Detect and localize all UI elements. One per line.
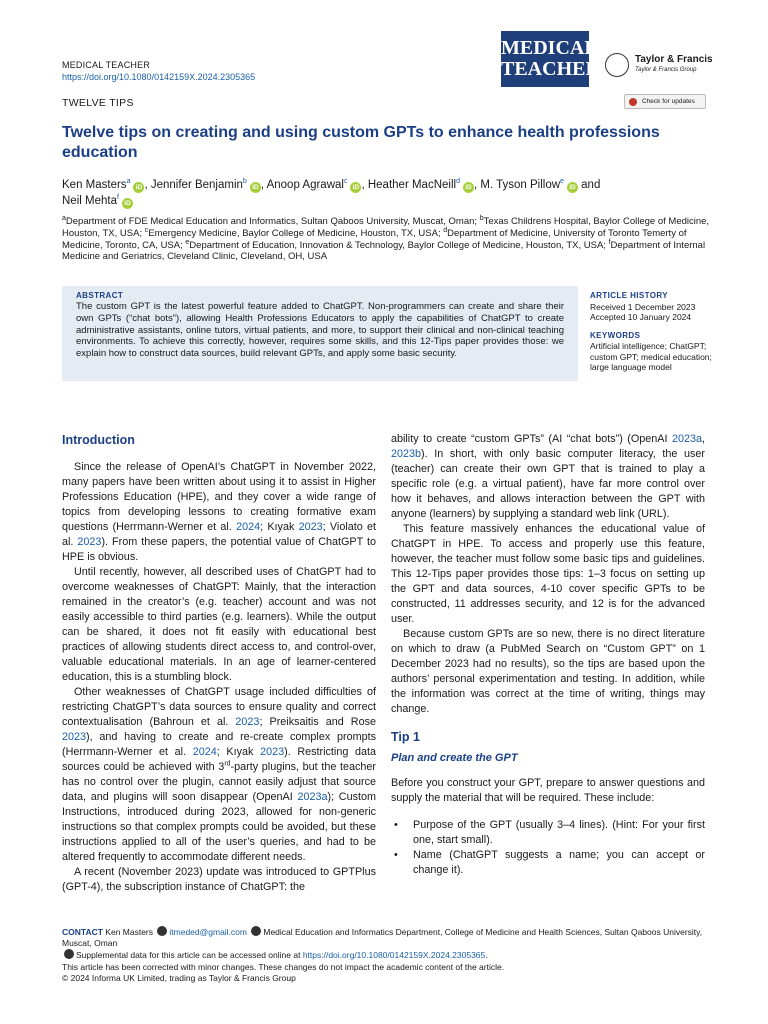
contact-line (62, 926, 712, 949)
contact-label: CONTACT (62, 927, 103, 937)
text-run: Other weaknesses of ChatGPT usage included difficulties of restricting ChatGPT’s data sources to ensure quality and correct contextualisation (Bahroun et al. (62, 686, 376, 728)
email-icon (157, 926, 167, 936)
accepted-date: Accepted 10 January 2024 (590, 312, 692, 322)
contact-name: Ken Masters (105, 927, 154, 937)
contact-address: Medical Education and Informatics Department, College of Medicine and Health Sciences, Sultan Qaboos University, Muscat, Oman (62, 927, 703, 949)
keywords-heading: KEYWORDS (590, 330, 641, 340)
affil-mark: e (185, 238, 190, 246)
author-name: M. Tyson Pillow (480, 179, 561, 191)
orcid-icon[interactable]: iD (133, 182, 144, 193)
orcid-icon[interactable]: iD (463, 182, 474, 193)
text-run: Since the release of OpenAI’s ChatGPT in November 2022, many papers have been written about using it to assist in Higher Professions Education (HPE), and they cover a wide range of topics from developing lessons to creating formative exam questions (Herrmann-Werner et al. (62, 461, 376, 533)
abstract-heading: ABSTRACT (76, 291, 124, 300)
body-column-right (391, 432, 705, 878)
journal-logo-line2: TEACHER (501, 58, 600, 80)
updates-icon (629, 98, 637, 106)
article-history (590, 291, 715, 323)
contact-email-link[interactable]: itmeded@gmail.com (169, 927, 247, 937)
affiliation: Texas Childrens Hospital, Baylor College of Medicine, Houston, TX, USA; (62, 216, 710, 239)
affiliations (62, 216, 710, 263)
paragraph (391, 432, 705, 522)
article-title: Twelve tips on creating and using custom GPTs to enhance health professions education (62, 124, 660, 161)
superscript: rd (224, 760, 231, 768)
text-run: ). From these papers, the potential value of ChatGPT to HPE is obvious. (62, 536, 377, 563)
paragraph (62, 460, 376, 565)
text-run: , (702, 433, 705, 445)
citation-link[interactable]: 2023a (671, 433, 702, 445)
article-sidebar (590, 291, 715, 381)
citation-link[interactable]: 2024 (236, 521, 261, 533)
introduction-heading: Introduction (62, 433, 135, 447)
author-name: Ken Masters (62, 179, 127, 191)
affiliation: Department of Medicine, University of Toronto Temerty of Medicine, Toronto, CA, USA; (62, 227, 687, 251)
author-affil-mark: d (456, 178, 460, 186)
journal-name: MEDICAL TEACHER (62, 60, 151, 70)
received-date: Received 1 December 2023 (590, 301, 696, 312)
affiliation: Department of FDE Medical Education and Informatics, Sultan Qaboos University, Muscat, Oman; (65, 216, 480, 227)
author-affil-mark: f (116, 194, 119, 202)
list-item: • Name (ChatGPT suggests a name; you can accept or change it). (391, 848, 705, 878)
author-affil-mark: e (560, 178, 564, 186)
author-affil-mark: b (242, 178, 247, 186)
list-item: • Purpose of the GPT (usually 3–4 lines). (Hint: For your first one, start small). (391, 818, 705, 848)
paragraph: A recent (November 2023) update was introduced to GPTPlus (GPT-4), the subscription instance of ChatGPT: the (62, 866, 376, 893)
text-run: ; Violato et al. (62, 521, 376, 548)
page-header (62, 37, 713, 126)
citation-link[interactable]: 2023 (235, 716, 260, 728)
author-list: Ken Masters$^a$iD , Jennifer Benjamin$^b$iD , Anoop Agrawal$^c$iD , Heather MacNeill$^d$iD , M. Tyson Pillow$^e$iD and Neil Mehta$^f$iD (62, 178, 601, 207)
paragraph: Until recently, however, all described uses of ChatGPT had to overcome weaknesses of ChatGPT: Mainly, that the interaction remained in the creator’s (e.g. teacher) account and was not easily accessible to third parties (e.g. learners). While the output can be shared, it does not fit easily with educational best practices of allowing students direct access to, and control-over, valuable educational materials. In an age of learner-centered education, this is a stumbling block. (62, 566, 376, 683)
body-column-left (62, 432, 376, 895)
orcid-icon[interactable]: iD (567, 182, 578, 193)
address-icon (251, 926, 261, 936)
author-affil-mark: c (343, 178, 348, 186)
affiliation: Emergency Medicine, Baylor College of Medicine, Houston, TX, USA; (148, 227, 444, 239)
author-affil-mark: a (126, 178, 131, 186)
affil-mark: b (479, 214, 484, 222)
keywords-text: Artificial intelligence; ChatGPT; custom GPT; medical education; large language model (590, 341, 712, 372)
author-name: Anoop Agrawal (266, 179, 344, 191)
orcid-icon[interactable]: iD (350, 182, 361, 193)
journal-logo (501, 31, 600, 87)
article-doi-link[interactable]: https://doi.org/10.1080/0142159X.2024.2305365 (62, 72, 256, 82)
text-run: Supplemental data for this article can be accessed online at (76, 950, 303, 961)
affiliation: Department of Education, Innovation & Technology, Baylor College of Medicine, Houston, TX, USA; (189, 239, 609, 251)
supplemental-line (62, 949, 712, 961)
paragraph: Because custom GPTs are so new, there is no direct literature on which to draw (a PubMed Search on “Custom GPT” on 1 December 2023 had no results), so the tips are based upon the authors’ personal experimentation and testing. In addition, while the information was correct at the time of writing, things may change. (391, 628, 705, 715)
affiliation: Department of Internal Medicine and Geriatrics, Cleveland Clinic, Cleveland, OH, USA (62, 239, 706, 263)
text-run: ability to create “custom GPTs” (AI “chat bots”) (OpenAI (391, 433, 672, 445)
tip-1-subheading: Plan and create the GPT (391, 752, 518, 764)
affil-mark: f (608, 238, 611, 246)
journal-logo-line1: MEDICAL (501, 37, 598, 59)
text-run: ). In short, with only basic computer literacy, the user (teacher) can create their own GPT that is trained to play a specific role (e.g. a virtual patient), have far more control over how it behaves, and allows interaction between the GPT with anyone (learners) by supplying a standard web link (URL). (391, 448, 705, 520)
keywords (590, 331, 715, 373)
text-run: ; Kıyak (216, 746, 261, 758)
orcid-icon[interactable]: iD (122, 198, 133, 209)
citation-link[interactable]: 2023 (62, 731, 87, 743)
paragraph (62, 685, 376, 865)
abstract-text: The custom GPT is the latest powerful feature added to ChatGPT. Non-programmers can create and share their own GPTs (“chat bots”), allowing Health Professions Educators to apply the capabilities of ChatGPT to create administrative assistants, online tutors, virtual patients, and more, to support their clinical and non-clinical teaching environments. To achieve this correctly, however, requires some skills, and this 12-Tips paper provides those: we explain how to construct data sources, build relevant GPTs, and apply some basic security. (76, 301, 564, 360)
publisher-group: Taylor & Francis Group (635, 67, 697, 73)
correction-note: This article has been corrected with minor changes. These changes do not impact the academic content of the article. (62, 961, 505, 972)
citation-link[interactable]: 2023 (260, 746, 285, 758)
history-heading: ARTICLE HISTORY (590, 291, 669, 300)
text-run: . (485, 950, 488, 961)
publisher-emblem-icon (605, 53, 629, 77)
citation-link[interactable]: 2023 (298, 521, 323, 533)
copyright: © 2024 Informa UK Limited, trading as Taylor & Francis Group (62, 972, 296, 983)
orcid-icon[interactable]: iD (250, 182, 261, 193)
text-run: ). Restricting data sources could be achieved with 3 (62, 746, 376, 773)
page-footer (62, 926, 712, 984)
publisher-name: Taylor & Francis (635, 54, 713, 65)
affil-mark: d (443, 226, 448, 234)
affil-mark: c (144, 226, 149, 234)
section-label: TWELVE TIPS (62, 97, 134, 109)
author-and: and (581, 179, 601, 191)
paragraph: Before you construct your GPT, prepare to answer questions and supply the material that will be required. These include: (391, 777, 705, 804)
supplemental-icon (64, 949, 74, 959)
author-name: Jennifer Benjamin (150, 179, 243, 191)
citation-link[interactable]: 2023 (77, 536, 102, 548)
tip-1-heading: Tip 1 (391, 730, 420, 744)
author-name: Neil Mehta (62, 195, 117, 207)
text-run: -party plugins, but the teacher has no control over the plugin, cannot easily adjust that source data, and plugins will soon disappear (OpenAI (62, 761, 376, 803)
text-run: ); Custom Instructions, introduced during 2023, allowed for non-generic instructions so that complex prompts could be avoided, but these instructions applied to all of the user’s queries, and had to be altered frequently to accommodate different needs. (62, 791, 376, 863)
citation-link[interactable]: 2024 (192, 746, 217, 758)
affil-mark: a (62, 214, 66, 222)
citation-link[interactable]: 2023a (297, 791, 328, 803)
paragraph: This feature massively enhances the educational value of ChatGPT in HPE. To access and properly use this feature, however, the teacher must follow some basic tips and guidelines. This 12-Tips paper provides those tips: 1–3 focus on setting up the GPT and data sources, 4-10 cover specific GPTs to be constructed, 11 addresses security, and 12 is for the advanced user. (391, 523, 705, 625)
citation-link[interactable]: 2023b (391, 448, 422, 460)
text-run: ; Kıyak (260, 521, 299, 533)
check-for-updates-label: Check for updates (642, 98, 695, 105)
publisher-logo (605, 52, 715, 80)
abstract-box (62, 286, 578, 381)
text-run: ), and having to create and re-create complex prompts (Herrmann-Werner et al. (62, 731, 376, 758)
supplemental-link[interactable]: https://doi.org/10.1080/0142159X.2024.2305365 (302, 950, 486, 961)
author-name: Heather MacNeill (367, 179, 457, 191)
text-run: ; Preiksaitis and Rose (259, 716, 376, 728)
check-for-updates-button[interactable] (624, 94, 706, 109)
